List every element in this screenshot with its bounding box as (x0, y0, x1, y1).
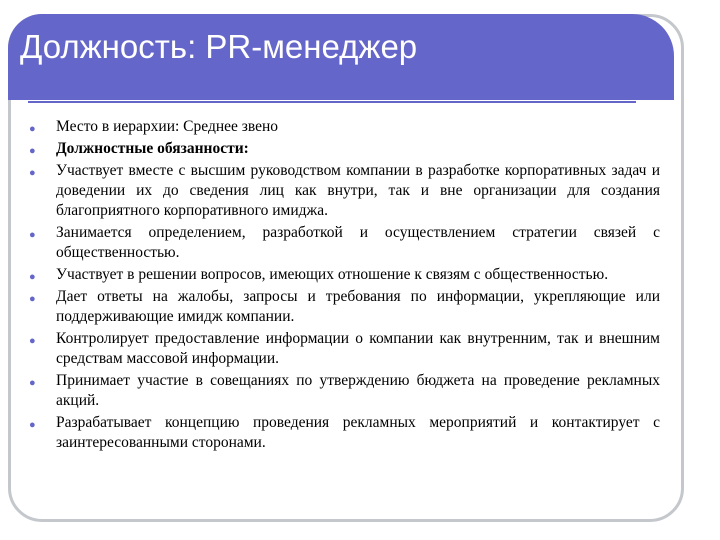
bullet-icon (29, 331, 36, 351)
list-item (56, 413, 660, 453)
list-item (56, 329, 660, 369)
list-item-text: Участвует в решении вопросов, имеющих отношение к связям с общественностью. (56, 266, 609, 283)
title-underline (28, 101, 636, 103)
list-item (56, 265, 660, 285)
list-item-text: Разрабатывает концепцию проведения рекламных мероприятий и контактирует с заинтересованными сторонами. (56, 414, 660, 451)
list-item (56, 223, 660, 263)
list-item-text: Участвует вместе с высшим руководством компании в разработке корпоративных задач и доведении их до сведения лиц как внутри, так и вне организации для создания благоприятного корпоративного имиджа. (56, 162, 660, 219)
bullet-icon (29, 163, 36, 183)
list-item (56, 371, 660, 411)
list-item-text: Место в иерархии: Среднее звено (56, 118, 279, 135)
bullet-icon (29, 141, 36, 161)
bullet-icon (29, 415, 36, 435)
slide-title: Должность: PR-менеджер (20, 28, 418, 65)
list-item-text: Занимается определением, разработкой и осуществлением стратегии связей с общественностью. (56, 224, 660, 261)
bullet-list (56, 117, 660, 455)
bullet-icon (29, 373, 36, 393)
list-item (56, 287, 660, 327)
list-item (56, 139, 660, 159)
bullet-icon (29, 289, 36, 309)
list-item-text: Принимает участие в совещаниях по утверждению бюджета на проведение рекламных акций. (56, 372, 660, 409)
bullet-icon (29, 119, 36, 139)
list-item-text: Должностные обязанности: (56, 140, 249, 157)
list-item-text: Контролирует предоставление информации о компании как внутренним, так и внешним средствам массовой информации. (56, 330, 660, 367)
list-item (56, 161, 660, 221)
list-item-text: Дает ответы на жалобы, запросы и требования по информации, укрепляющие или поддерживающие имидж компании. (56, 288, 660, 325)
bullet-icon (29, 225, 36, 245)
bullet-icon (29, 267, 36, 287)
list-item (56, 117, 660, 137)
